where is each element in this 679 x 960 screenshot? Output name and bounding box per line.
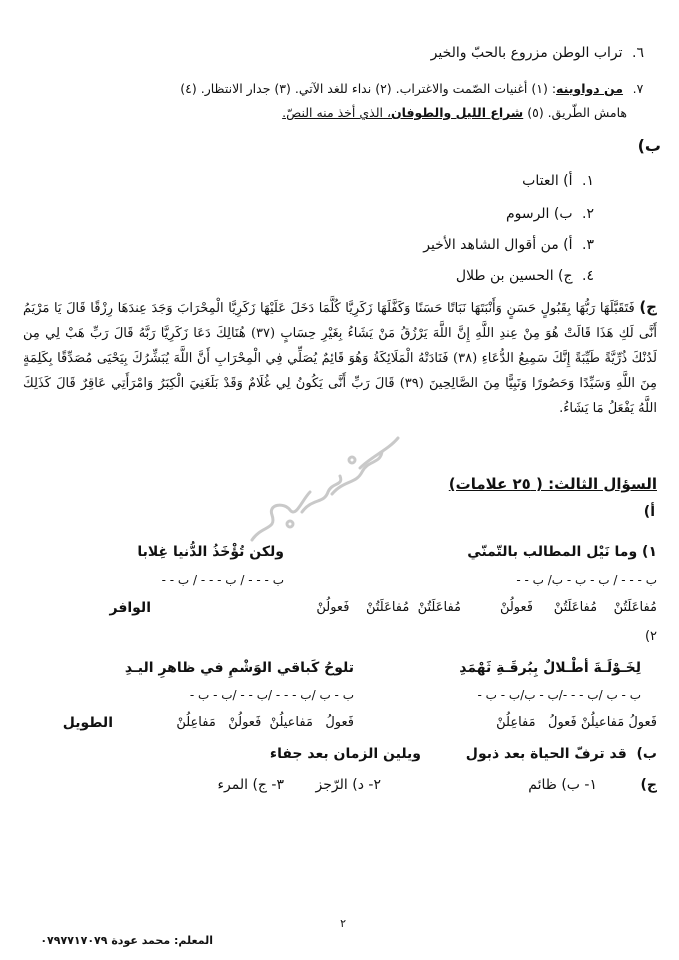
list-item-7-line1: ٧. من دواوينه: (١) أغنيات الصّمت والاغتراب. (٢) نداء للغد الآتي. (٣) جدار الانتظار. (٤) [180,81,644,96]
verse-1-right-hemistich: ١) وما نَيْل المطالب بالتّمنّي [467,544,657,560]
q3-part-a-label: أ) [643,504,655,520]
q3-part-c-label: ج) [640,777,657,793]
section-b-item-4: ٤. ج) الحسين بن طلال [455,268,594,284]
verse-2-right-hemistich: لِخَـوْلَـةَ أطْـلالٌ بِبُرقَـةِ ثَهْمَدِ [459,660,641,676]
section-b-item-2: ٢. ب) الرسوم [505,206,594,222]
verse-2-feet-left: فَعولُ مَفاعيلُنْ فَعولُنْ مَفاعِلُنْ [176,715,354,730]
verse-1-scansion-right: ب - - - / ب - ب - ب/ ب - - [516,573,657,587]
q3-part-b-left: ويلين الزمان بعد جفاء [269,746,421,762]
question-3-heading: السؤال الثالث: ( ٢٥ علامات) [448,475,657,493]
quran-text: فَتَقَبَّلَهَا رَبُّهَا بِقَبُولٍ حَسَنٍ وَأَنْبَتَهَا نَبَاتًا حَسَنًا وَكَفَّلَهَا زَكَرِيَّا كُلَّمَا دَخَلَ عَلَيْهَا زَكَرِيَّا الْمِحْرَابَ وَجَدَ عِندَهَا رِزْقًا قَالَ يَا مَرْيَمُ أَنَّى لَكِ هَذَا قَالَتْ هُوَ مِنْ عِندِ اللَّهِ إِنَّ اللَّهَ يَرْزُقُ مَنْ يَشَاءُ بِغَيْرِ حِسَابٍ (٣٧) هُنَالِكَ دَعَا زَكَرِيَّا رَبَّهُ قَالَ رَبِّ هَبْ لِي مِن لَدُنْكَ ذُرِّيَّةً طَيِّبَةً إِنَّكَ سَمِيعُ الدُّعَاءِ (٣٨) فَنَادَتْهُ الْمَلَائِكَةُ وَهُوَ قَائِمٌ يُصَلِّي فِي الْمِحْرَابِ أَنَّ اللَّهَ يُبَشِّرُكَ بِيَحْيَى مُصَدِّقًا بِكَلِمَةٍ مِنَ اللَّهِ وَسَيِّدًا وَحَصُورًا وَنَبِيًّا مِنَ الصَّالِحِينَ (٣٩) قَالَ رَبِّ أَنَّى يَكُونُ لِي غُلَامٌ وَقَدْ بَلَغَنِيَ الْكِبَرُ وَامْرَأَتِي عَاقِرٌ قَالَ كَذَلِكَ اللَّهُ يَفْعَلُ مَا يَشَاءُ. [23,301,657,416]
diwans-list: : (١) أغنيات الصّمت والاغتراب. (٢) نداء للغد الآتي. (٣) جدار الانتظار. (٤) [180,81,557,96]
verse-2-number: ٢) [644,629,657,644]
verse-2-meter-name: الطويل [62,715,113,731]
q3-part-c-answer-3: ٣- ج) المرء [217,777,284,793]
verse-1-scansion-left: ب - - - / ب - - - / ب - - [161,573,284,587]
verse-1-meter-name: الوافر [109,600,151,616]
section-c-label: ج) [639,298,657,316]
q3-part-c-answer-2: ٢- د) الرّجز [315,777,381,793]
list-item-7-line2: هامش الطّريق. (٥) شراع الليل والطوفان، الذي أخذ منه النصّ. [282,105,627,120]
q3-part-c-answer-1: ١- ب) ظائم [528,777,597,793]
verse-2-scansion-left: ب - ب /ب - - - /ب - - /ب - ب - [189,688,354,702]
verse-2-scansion-right: ب - ب /ب - - -/ب - ب/ب - ب - [477,688,641,702]
source-diwan: شراع الليل والطوفان [390,105,524,120]
signature-watermark [232,420,412,560]
section-b-label: ب) [637,136,661,155]
verse-1-left-hemistich: ولكن تُؤْخَذُ الدُّنيا غِلابا [137,544,284,560]
page-number: ٢ [340,917,346,930]
verse-2-feet-right: فَعولُ مَفاعيلُنْ فَعولُ مَفاعِلُنْ [496,715,657,730]
verse-2-left-hemistich: تلوحُ كَباقي الوَشْمِ في ظاهرِ اليـدِ [124,660,354,676]
quran-passage [23,295,657,421]
section-b-item-1: ١. أ) العتاب [522,173,594,189]
verse-1-feet-left: مُفاعَلَتُنْ مُفاعَلَتُنْ فَعولُنْ [316,600,461,615]
teacher-credit: المعلم: محمد عودة ٠٧٩٧٧١٧٠٧٩ [40,934,213,947]
q3-part-b: ب) قد ترفّ الحياة بعد ذبول [465,746,657,762]
verse-1-feet-right: مُفاعَلَتُنْ مُفاعَلَتُنْ فَعولُنْ [499,600,657,615]
list-item-6-text: تراب الوطن مزروع بالحبّ والخير [430,45,623,61]
diwans-label: من دواوينه [556,81,624,96]
section-b-item-3: ٣. أ) من أقوال الشاهد الأخير [423,237,594,253]
list-item-6: ٦. تراب الوطن مزروع بالحبّ والخير [430,45,644,61]
